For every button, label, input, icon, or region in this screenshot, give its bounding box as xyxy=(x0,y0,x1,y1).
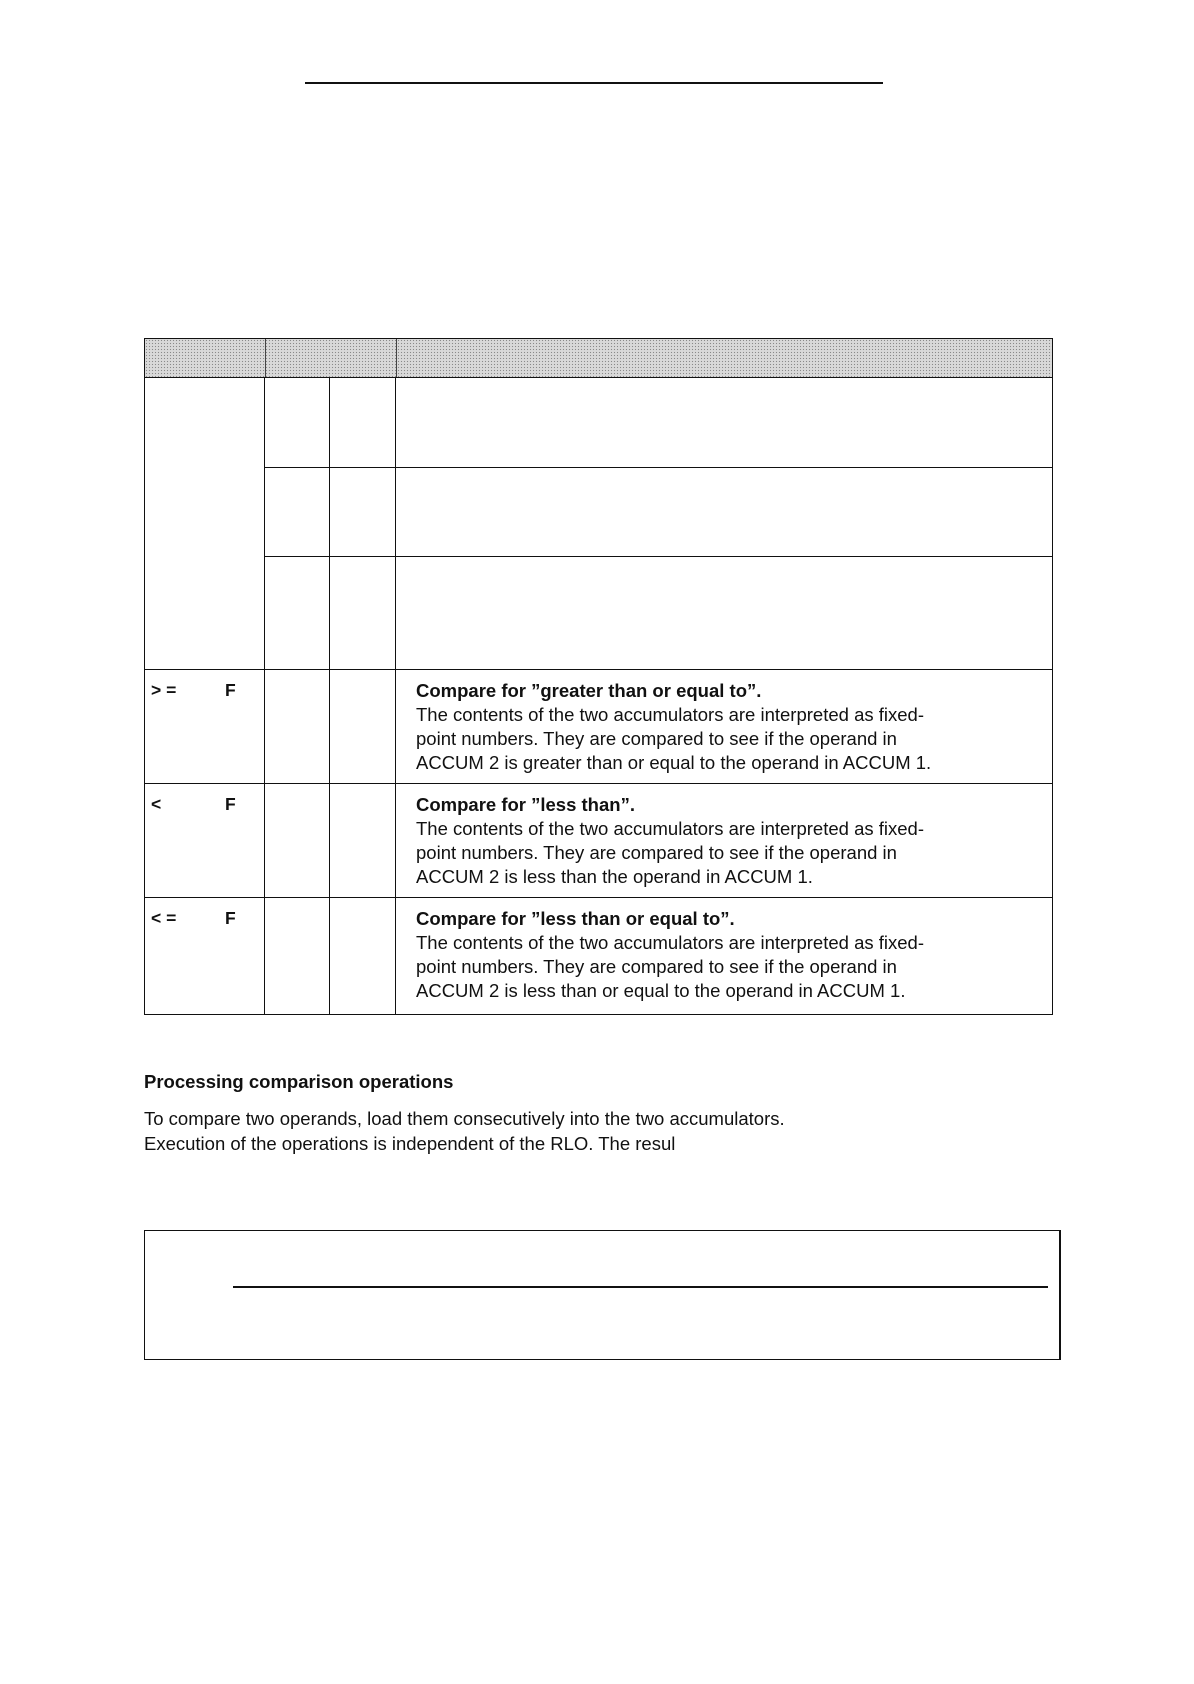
comparison-operations-table xyxy=(144,338,1053,1015)
operation-symbol-text: < xyxy=(151,794,162,814)
operation-description xyxy=(416,679,1046,775)
operation-symbol xyxy=(151,908,176,929)
table-left-border xyxy=(144,378,145,1015)
column-divider xyxy=(264,378,265,1015)
description-line: point numbers. They are compared to see if the operand in xyxy=(416,956,897,977)
column-divider xyxy=(329,378,330,1015)
page-header-rule xyxy=(305,82,883,84)
description-line: ACCUM 2 is less than the operand in ACCUM 1. xyxy=(416,866,813,887)
operation-symbol xyxy=(151,794,161,815)
body-text-line: Execution of the operations is independent of the RLO. The resul xyxy=(144,1133,676,1154)
operation-symbol xyxy=(151,680,176,701)
note-rule xyxy=(233,1286,1048,1288)
operation-symbol-text: < = xyxy=(151,908,177,928)
description-line: point numbers. They are compared to see if the operand in xyxy=(416,842,897,863)
description-line: The contents of the two accumulators are interpreted as fixed- xyxy=(416,932,924,953)
description-line: The contents of the two accumulators are interpreted as fixed- xyxy=(416,704,924,725)
description-line: ACCUM 2 is less than or equal to the operand in ACCUM 1. xyxy=(416,980,906,1001)
row-separator xyxy=(264,467,1053,468)
row-separator xyxy=(144,669,1053,670)
operation-type: F xyxy=(225,680,236,700)
operation-title: Compare for ”greater than or equal to”. xyxy=(416,680,762,701)
description-line: point numbers. They are compared to see if the operand in xyxy=(416,728,897,749)
table-right-border xyxy=(1052,378,1053,1015)
operation-title: Compare for ”less than or equal to”. xyxy=(416,908,735,929)
column-divider xyxy=(395,378,396,1015)
row-separator xyxy=(144,897,1053,898)
note-box xyxy=(144,1230,1061,1360)
operation-title: Compare for ”less than”. xyxy=(416,794,635,815)
section-heading: Processing comparison operations xyxy=(144,1071,454,1092)
table-header-shaded xyxy=(144,338,1053,378)
operation-type: F xyxy=(225,908,236,928)
description-line: The contents of the two accumulators are interpreted as fixed- xyxy=(416,818,924,839)
operation-description xyxy=(416,793,1046,889)
description-line: ACCUM 2 is greater than or equal to the operand in ACCUM 1. xyxy=(416,752,932,773)
operation-symbol-text: > = xyxy=(151,680,177,700)
row-separator xyxy=(264,556,1053,557)
operation-description xyxy=(416,907,1046,1003)
header-divider xyxy=(265,339,266,377)
table-bottom-border xyxy=(144,1014,1053,1015)
operation-type: F xyxy=(225,794,236,814)
body-text-line: To compare two operands, load them consecutively into the two accumulators. xyxy=(144,1108,785,1129)
header-divider xyxy=(396,339,397,377)
row-separator xyxy=(144,783,1053,784)
